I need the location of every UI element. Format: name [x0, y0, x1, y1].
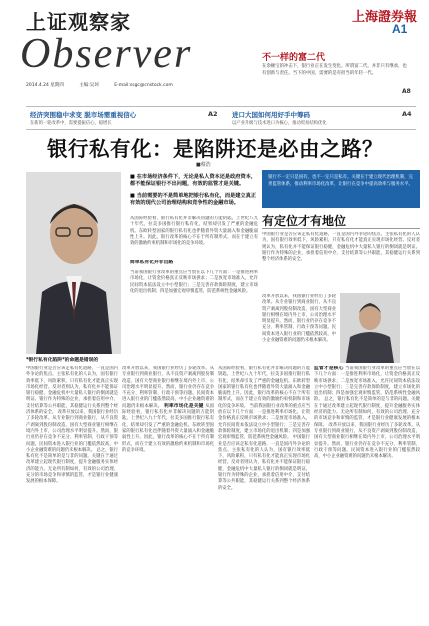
article-text-1: 中国银行业是否应该走私有化道路，一直是国内外争论的焦点。主张私有化的人认为，国有银行效率低下，风险累积，只有私有化才能真正实现市场化经营。反对者则认为，私有化并不能保证银行稳健，金融危机中大量私人银行的倒闭就是明证。银行作为特殊的企业，承担着信用中介、支付结算等公共职能，其稳健运行关系到整个经济体系的安全。 — [26, 366, 118, 416]
article-intro-text: 从国际经验看，银行私有化并非解决问题的万能钥匙。上世纪八九十年代，拉美多国推行银行私有化，结果却引发了严重的金融危机。东欧转型国家的银行私有化也伴随着外资大量涌入和金融脆弱性上升。因此，银行改革的核心不在于所有制形式，而在于建立有效的激励约束机制和市场化的竞争环境。 — [130, 216, 258, 247]
article-text-4: 当前我国银行业改革的重点应当放在以下几个方面：一是推进利率市场化，让资金价格真正反映市场供求；二是放宽市场准入，允许民间资本依法设立中小型银行；三是完善存款保险制度，建立市场化的退出机制；四是加强宏观审慎监管，防范系统性金融风险。 — [314, 366, 420, 403]
article-headline: 银行私有化：是陷阱还是必由之路？ — [47, 137, 383, 161]
promo-title-1[interactable]: 经济突围稳中求变 脱市场需重视信心 — [30, 111, 137, 119]
sidebar-heading: 有定位才有地位 — [262, 214, 347, 228]
article-column-mid — [130, 270, 258, 366]
article-column-3 — [218, 366, 310, 616]
column-title: 上证观察家 — [26, 10, 131, 34]
divider — [262, 228, 420, 229]
article-caption: *银行私有化陷阱*的命题是错误的 — [26, 358, 99, 363]
subhead-3: 监管才是核心 — [314, 366, 344, 371]
article-text-4c: 改革开放以来，我国银行业经历了多轮改革。从专业银行到商业银行，从不良资产剥离到股份制改造，国有大型商业银行相继在境内外上市，公司治理水平明显提升。然而，银行业仍存在竞争不充分、利率管制、行政干预等问题。民间资本进入银行业的门槛依然较高，中小企业融资难的问题仍未根本解决。 — [314, 422, 420, 460]
article-byline: ■蔡浩 — [196, 162, 211, 168]
editor-name: 主编:吴珂 — [79, 83, 99, 88]
article-text-4b: 总之，银行私有化不是简单的是与非的问题。关键在于通过改革建立起现代银行制度，提升金融服务实体经济的能力。无论所有制如何，有效的公司治理、充分的市场竞争和审慎的监管，才是银行业健康发展的根本保障。 — [314, 397, 420, 428]
sidebar-body-2: 改革开放以来，我国银行业经历了多轮改革。从专业银行到商业银行，从不良资产剥离到股份制改造，国有大型商业银行相继在境内外上市，公司治理水平明显提升。然而，银行业仍存在竞争不充分、利率管制、行政干预等问题。民间资本进入银行业的门槛依然较高，中小企业融资难的问题仍未根本解决。 — [262, 294, 336, 344]
sidebar-photo-illustration — [340, 293, 400, 363]
promo-page-1: A2 — [208, 110, 218, 118]
article-column-4 — [314, 366, 420, 616]
article-text-1b: 改革开放以来，我国银行业经历了多轮改革。从专业银行到商业银行，从不良资产剥离到股份制改造，国有大型商业银行相继在境内外上市，公司治理水平明显提升。然而，银行业仍存在竞争不充分、利率管制、行政干预等问题。民间资本进入银行业的门槛依然较高，中小企业融资难的问题仍未根本解决。 — [26, 410, 118, 453]
subhead-block-1 — [130, 260, 258, 268]
article-text-2: 改革开放以来，我国银行业经历了多轮改革。从专业银行到商业银行，从不良资产剥离到股份制改造，国有大型商业银行相继在境内外上市，公司治理水平明显提升。然而，银行业仍存在竞争不充分、利率管制、行政干预等问题。民间资本进入银行业的门槛依然较高，中小企业融资难的问题仍未根本解决。 — [122, 366, 214, 409]
promo-title-2[interactable]: 进口大国如何用好手中筹码 — [232, 111, 310, 119]
key-points — [130, 174, 258, 212]
teaser-page-ref: A8 — [402, 88, 411, 95]
sidebar-column-2 — [262, 294, 336, 366]
issue-date: 2014.4.24 星期四 — [26, 83, 64, 88]
portrait-illustration — [26, 172, 121, 354]
sidebar-column — [262, 232, 420, 290]
newspaper-logo: 上海證券報 — [352, 10, 418, 25]
subhead-2: 利率市场化是关键 — [163, 403, 204, 409]
promo-sub-1: 在新的一轮改革中，需要提振信心，稳增长 — [30, 121, 112, 126]
author-portrait — [26, 172, 121, 354]
promo-page-2: A4 — [402, 110, 412, 118]
masthead-meta — [26, 82, 187, 88]
article-text-2b: 从国际经验看，银行私有化并非解决问题的万能钥匙。上世纪八九十年代，拉美多国推行银行私有化，结果却引发了严重的金融危机。东欧转型国家的银行私有化也伴随着外资大量涌入和金融脆弱性上升。因此，银行改革的核心不在于所有制形式，而在于建立有效的激励约束机制和市场化的竞争环境。 — [122, 403, 214, 453]
article-text-3b: 当前我国银行业改革的重点应当放在以下几个方面：一是推进利率市场化，让资金价格真正反映市场供求；二是放宽市场准入，允许民间资本依法设立中小型银行；三是完善存款保险制度，建立市场化的退出机制；四是加强宏观审慎监管，防范系统性金融风险。 — [218, 403, 310, 441]
page-number: A1 — [392, 22, 408, 36]
key-point-2: ■ 当前需要的不是简单地把银行私有化，而是建立真正有效的现代公司治理结构和竞争性的金融市场。 — [130, 192, 257, 207]
article-column-1 — [26, 366, 118, 616]
article-text-3: 从国际经验看，银行私有化并非解决问题的万能钥匙。上世纪八九十年代，拉美多国推行银行私有化，结果却引发了严重的金融危机。东欧转型国家的银行私有化也伴随着外资大量涌入和金融脆弱性上升。因此，银行改革的核心不在于所有制形式，而在于建立有效的激励约束机制和市场化的竞争环境。 — [218, 366, 310, 409]
teaser-title[interactable]: 不一样的富二代 — [262, 53, 326, 63]
promo-sub-2: 以产业升级与技术进口为核心，推动贸易结构优化 — [232, 121, 327, 126]
article-intro — [130, 216, 258, 256]
article-column-2 — [122, 366, 214, 616]
sidebar-body: 中国银行业是否应该走私有化道路，一直是国内外争论的焦点。主张私有化的人认为，国有银行效率低下，风险累积，只有私有化才能真正实现市场化经营。反对者则认为，私有化并不能保证银行稳健，金融危机中大量私人银行的倒闭就是明证。银行作为特殊的企业，承担着信用中介、支付结算等公共职能，其稳健运行关系到整个经济体系的安全。 — [262, 232, 420, 263]
article-text-3c: 中国银行业是否应该走私有化道路，一直是国内外争论的焦点。主张私有化的人认为，国有银行效率低下，风险累积，只有私有化才能真正实现市场化经营。反对者则认为，私有化并不能保证银行稳健，金融危机中大量私人银行的倒闭就是明证。银行作为特殊的企业，承担着信用中介、支付结算等公共职能，其稳健运行关系到整个经济体系的安全。 — [218, 435, 310, 491]
observer-wordmark: Observer — [20, 31, 193, 77]
sidebar-summary: 银行不一定只是国有，也不一定只是私有。关键在于建立现代治理机制，完善监管体系，推动利率市场化改革，让银行在竞争中提高效率与服务水平。 — [262, 170, 420, 208]
editor-email: E-mail:ssgc@cnstock.com — [114, 83, 173, 88]
teaser-body: 在余额宝的冲击下，银行业正在发生变化。所谓富二代，并非只有继承，也有创新与责任。当下的中国，需要的是有担当的年轻一代。 — [262, 64, 407, 76]
article-text-mid: 当前我国银行业改革的重点应当放在以下几个方面：一是推进利率市场化，让资金价格真正反映市场供求；二是放宽市场准入，允许民间资本依法设立中小型银行；三是完善存款保险制度，建立市场化的退出机制；四是加强宏观审慎监管，防范系统性金融风险。 — [130, 270, 258, 294]
key-point-1: ■ 在市场经济条件下，无论是私人资本还是政府资本，都不能保证银行不出问题，有效的监管才是关键。 — [130, 174, 257, 188]
sidebar-photo — [340, 293, 400, 363]
promo-bar — [26, 106, 416, 130]
subhead-1: 简单私有化并非出路 — [130, 260, 174, 265]
article-text-1c: 总之，银行私有化不是简单的是与非的问题。关键在于通过改革建立起现代银行制度，提升金融服务实体经济的能力。无论所有制如何，有效的公司治理、充分的市场竞争和审慎的监管，才是银行业健康发展的根本保障。 — [26, 447, 118, 485]
